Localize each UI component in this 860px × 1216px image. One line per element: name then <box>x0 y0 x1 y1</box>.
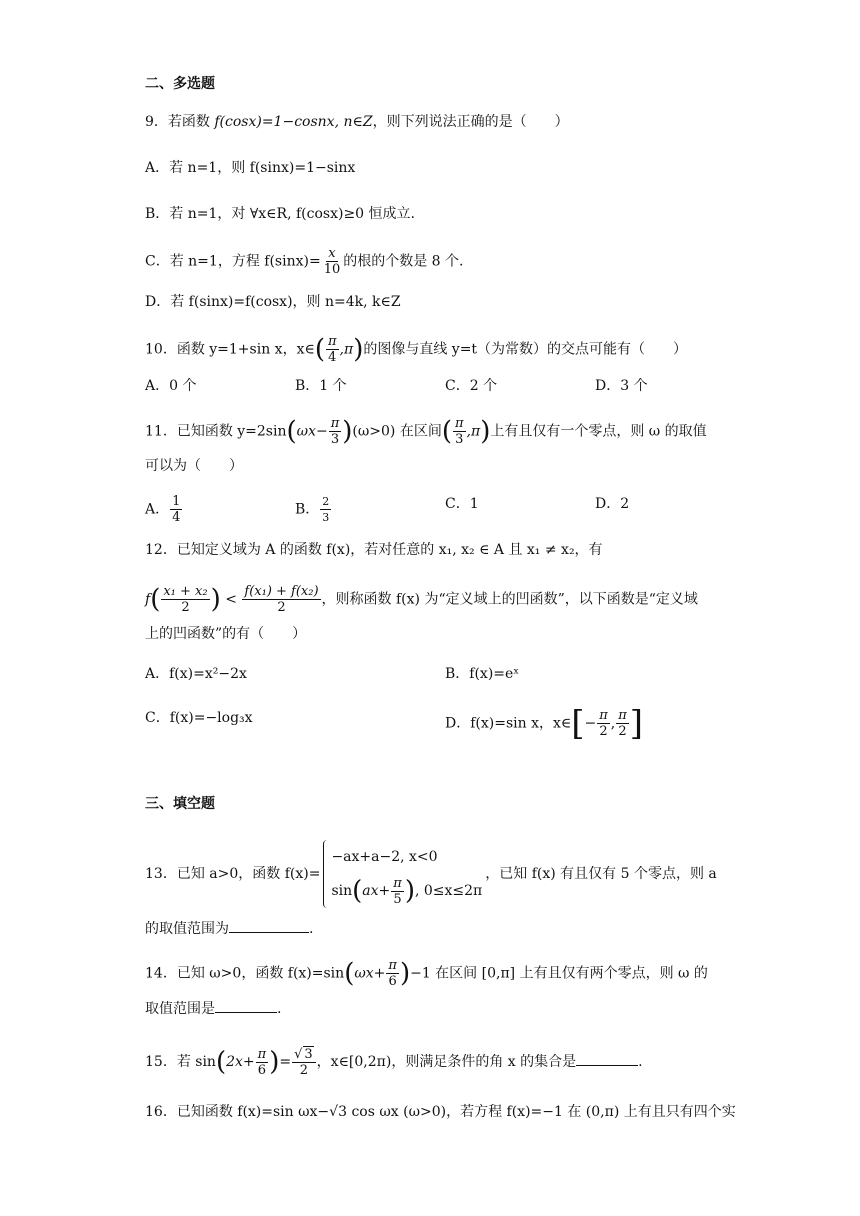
q12-d-pre: D．f(x)=sin x，x∈ <box>445 715 572 732</box>
q12-option-c: C．f(x)=−log₃x <box>145 710 253 726</box>
q14-post: −1 在区间 [0,π] 上有且仅有两个零点，则 ω 的 <box>410 965 708 982</box>
question-13-stem <box>145 840 717 908</box>
q14-line2-end: . <box>277 1001 282 1017</box>
q12-d-num-1: π <box>599 708 608 723</box>
q11-a-fraction <box>170 494 182 525</box>
q9-c-post: 的根的个数是 8 个. <box>343 253 464 270</box>
q13-case2-den: 5 <box>393 891 402 907</box>
q11-inner: ωx− <box>296 423 328 440</box>
q14-line2-text: 取值范围是 <box>145 1001 215 1017</box>
q15-den: 6 <box>257 1062 267 1078</box>
q14-pre: 14．已知 ω>0，函数 f(x)=sin <box>145 965 345 982</box>
q13-post: ，已知 f(x) 有且仅有 5 个零点，则 a <box>485 866 717 882</box>
q11-line-2: 可以为（ ） <box>145 458 243 474</box>
q11-fraction-2 <box>453 416 466 447</box>
q9-c-num: x <box>328 246 336 261</box>
q11-a-label: A． <box>145 501 170 518</box>
q9-option-d: D．若 f(sinx)=f(cosx)，则 n=4k, k∈Z <box>145 294 401 310</box>
q11-den2: 3 <box>455 432 464 447</box>
q11-cond: (ω>0) 在区间 <box>352 423 442 440</box>
q11-b-label: B． <box>295 501 320 518</box>
q9-text-b: ，则下列说法正确的是（ ） <box>372 114 569 130</box>
q11-den: 3 <box>330 432 340 447</box>
q11-b-fraction <box>320 494 331 525</box>
q13-case2-pre: sin <box>331 883 353 899</box>
question-11-stem: 11．已知函数 y=2sin(ωx− $\frac{\pi}{3}$ )(ω>0) 在区间( $\frac{\pi}{3}$ ,π)上有且仅有一个零点，则 ω 的取值 <box>145 416 707 447</box>
q12-option-b: B．f(x)=eˣ <box>445 666 520 682</box>
q12-d-frac-1 <box>597 708 610 739</box>
question-14-stem: 14．已知 ω>0，函数 f(x)=sin(ωx+ $\frac{\pi}{6}$ )−1 在区间 [0,π] 上有且仅有两个零点，则 ω 的 <box>145 958 708 989</box>
q12-num2: f(x₁) + f(x₂) <box>244 584 319 599</box>
q14-fraction <box>386 958 399 989</box>
question-15-stem: 15．若 sin(2x+ $\frac{\pi}{6}$ )= $\frac{√ 3}{2}$ ，x∈[0,2π)，则满足条件的角 x 的集合是 . <box>145 1046 643 1078</box>
q13-case2-fraction <box>391 876 404 907</box>
q13-case-2: sin(ax+ $\frac{\pi}{5}$ ), 0≤x≤2π <box>331 875 483 907</box>
q9-c-den: 10 <box>323 262 341 277</box>
q13-case-1: −ax+a−2, x<0 <box>331 849 438 865</box>
q15-fraction <box>256 1047 269 1078</box>
q11-a-num: 1 <box>172 494 181 509</box>
q11-option-b <box>295 494 332 525</box>
q9-text-a: 若函数 <box>167 114 210 130</box>
q10-option-d: D．3 个 <box>595 378 648 394</box>
q14-answer-blank[interactable] <box>215 998 277 1013</box>
q10-pre: 10．函数 y=1+sin x，x∈ <box>145 341 315 358</box>
q13-case2-num: π <box>393 875 402 891</box>
question-12-stem: 12．已知定义域为 A 的函数 f(x)，若对任意的 x₁, x₂ ∈ A 且 x₁ ≠ x₂，有 <box>145 542 603 558</box>
q10-post: 的图像与直线 y=t（为常数）的交点可能有（ ） <box>363 341 688 358</box>
q9-c-fraction <box>322 246 343 277</box>
q11-pre: 11．已知函数 y=2sin <box>145 423 287 440</box>
q9-option-b: B．若 n=1，对 ∀x∈R, f(cosx)≥0 恒成立. <box>145 206 415 222</box>
q13-line2-text: 的取值范围为 <box>145 921 229 937</box>
q13-piecewise <box>323 840 482 908</box>
q11-option-d: D．2 <box>595 496 630 512</box>
q14-den: 6 <box>388 974 397 989</box>
q12-den2: 2 <box>277 600 286 615</box>
section-heading-fill-in: 三、填空题 <box>145 796 215 812</box>
q11-mid2: ,π <box>466 423 481 440</box>
q9-option-c <box>145 246 464 277</box>
q12-frac-right <box>242 584 320 615</box>
q13-case2-post: , 0≤x≤2π <box>414 883 483 899</box>
q12-d-den-1: 2 <box>599 724 608 739</box>
q15-eq: = <box>279 1054 292 1070</box>
q14-inner: ωx+ <box>354 965 386 982</box>
q11-num2: π <box>455 416 464 431</box>
q10-fraction <box>326 334 339 365</box>
q12-line-3: 上的凹函数”的有（ ） <box>145 626 307 642</box>
q15-rden: 2 <box>299 1063 309 1078</box>
q14-num: π <box>388 958 397 973</box>
q11-b-num: 2 <box>322 495 330 508</box>
question-16-stem: 16．已知函数 f(x)=sin ωx−√3 cos ωx (ω>0)，若方程 f(x)=−1 在 (0,π) 上有且只有四个实 <box>145 1104 736 1120</box>
q12-num1: x₁ + x₂ <box>163 584 208 599</box>
question-9-stem <box>145 112 569 132</box>
q9-number: 9． <box>145 114 168 130</box>
q12-inequality-line: f( $\frac{\text{x₁ + x₂}}{2}$ ) < $\frac{\text{f(x₁) + f(x₂)}}{2}$ ，则称函数 f(x) 为“定义域上的凹函数”，以下函数是“定义域 <box>145 584 698 615</box>
q14-line-2 <box>145 998 281 1019</box>
q15-post: ，x∈[0,2π)，则满足条件的角 x 的集合是 <box>316 1054 577 1070</box>
q10-mid: ,π <box>339 341 354 358</box>
q12-frac-left <box>161 584 209 615</box>
q10-option-a: A．0 个 <box>145 378 197 394</box>
q15-rhs-fraction <box>292 1046 316 1078</box>
q13-case2-inner: ax+ <box>362 883 391 899</box>
q15-num: π <box>257 1046 267 1062</box>
q11-option-a <box>145 494 183 525</box>
q10-option-b: B．1 个 <box>295 378 347 394</box>
q11-fraction <box>329 416 342 447</box>
q11-a-den: 4 <box>172 510 181 525</box>
q9-c-pre: C．若 n=1，方程 f(sinx)= <box>145 253 321 270</box>
q10-num: π <box>327 334 337 349</box>
q13-pre: 13．已知 a>0，函数 f(x)= <box>145 866 321 882</box>
q12-den1: 2 <box>181 600 190 615</box>
q15-pre: 15．若 sin <box>145 1054 216 1070</box>
q12-d-frac-2 <box>616 708 629 739</box>
q11-b-den: 3 <box>322 511 330 524</box>
q11-post: 上有且仅有一个零点，则 ω 的取值 <box>490 423 707 440</box>
q12-d-num-2: π <box>618 708 627 723</box>
q15-rnum: 3 <box>304 1047 313 1062</box>
q15-end: . <box>638 1054 643 1070</box>
q15-rhs-num: √ 3 <box>292 1046 316 1063</box>
q9-formula: f(cosx)=1−cosnx, n∈Z <box>214 114 373 130</box>
q9-option-a: A．若 n=1，则 f(sinx)=1−sinx <box>145 160 356 176</box>
q12-option-a: A．f(x)=x²−2x <box>145 666 247 682</box>
q11-num: π <box>330 416 340 431</box>
q15-inner: 2x+ <box>226 1054 255 1070</box>
q15-answer-blank[interactable] <box>576 1051 638 1066</box>
q13-answer-blank[interactable] <box>229 918 309 933</box>
q13-line2-end: . <box>309 921 314 937</box>
q13-line-2 <box>145 918 313 939</box>
q12-option-d: D．f(x)=sin x，x∈[− $\frac{\pi}{2}$ , $\frac{\pi}{2}$ ] <box>445 703 644 744</box>
question-10-stem: 10．函数 y=1+sin x，x∈( $\frac{\pi}{4}$ ,π)的图像与直线 y=t（为常数）的交点可能有（ ） <box>145 334 688 365</box>
section-heading-multiple-choice: 二、多选题 <box>145 76 215 92</box>
q11-option-c: C．1 <box>445 496 479 512</box>
q12-line2-post: ，则称函数 f(x) 为“定义域上的凹函数”，以下函数是“定义域 <box>321 591 698 608</box>
q10-option-c: C．2 个 <box>445 378 498 394</box>
q12-d-den-2: 2 <box>618 724 627 739</box>
q10-den: 4 <box>328 350 337 365</box>
